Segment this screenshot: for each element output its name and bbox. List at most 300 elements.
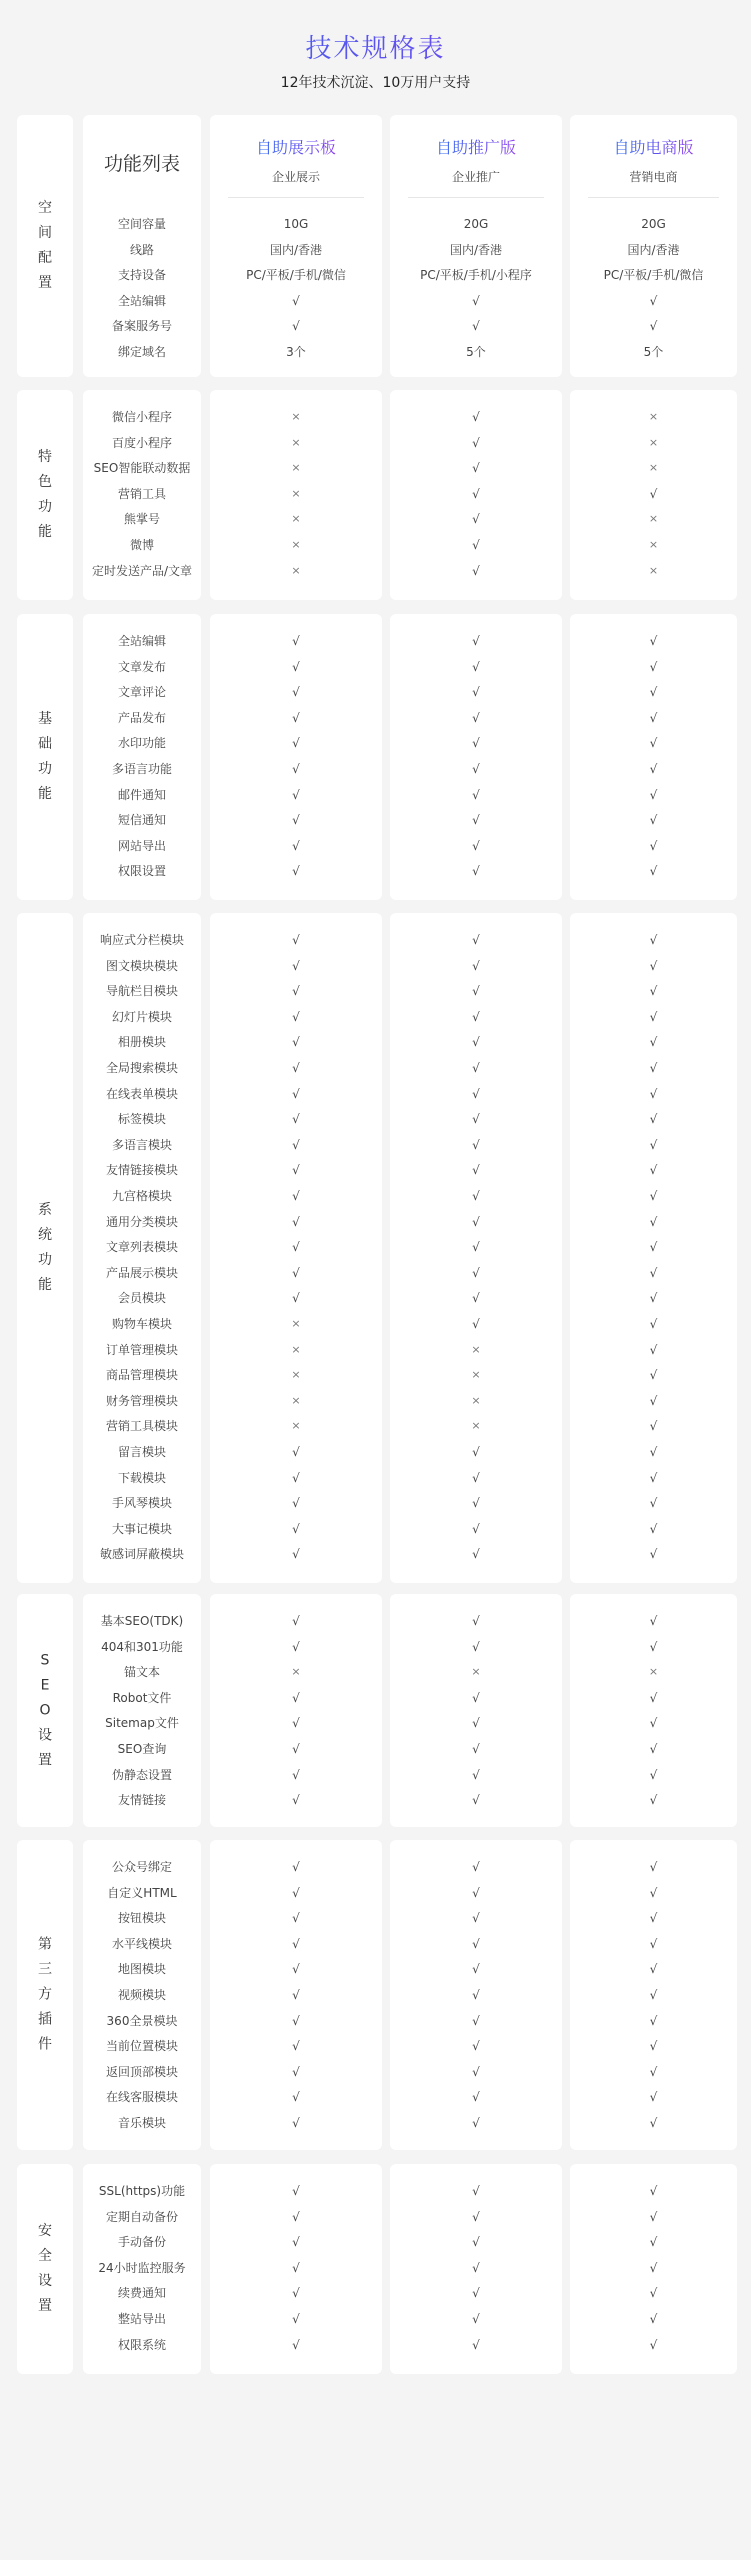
plan-column-2: [390, 2164, 562, 2374]
section-label-card: [17, 115, 73, 377]
feature-name: 定期自动备份: [105, 2209, 178, 2224]
plan-value: √: [472, 1793, 480, 1808]
plan-value: √: [649, 1137, 658, 1152]
plan-value: √: [292, 2090, 300, 2105]
plan-subtitle: 企业展示: [271, 170, 320, 184]
section-label-char: 基: [38, 711, 52, 727]
plan-value: √: [472, 2013, 480, 2028]
plan-value: √: [472, 1317, 480, 1331]
plan-value: √: [292, 2116, 300, 2130]
feature-name: 全局搜索模块: [105, 1061, 178, 1075]
plan-value: √: [292, 1086, 300, 1101]
plan-value: √: [292, 1793, 300, 1808]
feature-name: Sitemap文件: [105, 1716, 179, 1731]
feature-name: 多语言功能: [111, 762, 172, 776]
section-label-char: 能: [38, 524, 52, 540]
plan-value: √: [292, 1742, 300, 1756]
plan-value: √: [472, 1742, 480, 1756]
plan-value: √: [472, 1061, 480, 1075]
plan-column-3: [570, 115, 737, 377]
section-label-char: 能: [38, 1277, 52, 1293]
section-label-char: 间: [38, 225, 52, 241]
plan-value: √: [649, 2337, 658, 2352]
plan-value: ×: [291, 1665, 301, 1679]
plan-value: √: [649, 659, 658, 674]
plan-value: √: [472, 1639, 480, 1654]
feature-name: 微博: [129, 538, 154, 552]
plan-value: √: [292, 787, 300, 802]
plan-value: ×: [291, 538, 301, 551]
plan-value: √: [292, 1061, 300, 1075]
plan-value: √: [472, 1860, 480, 1874]
plan-column-3: [570, 390, 737, 600]
section-label-char: 置: [38, 2298, 52, 2314]
plan-value: √: [472, 813, 480, 828]
plan-value: √: [649, 1521, 658, 1536]
plan-value: √: [649, 2235, 658, 2250]
plan-column-2: [390, 115, 562, 377]
feature-name: 微信小程序: [111, 410, 172, 424]
plan-column-3: [570, 2164, 737, 2374]
plan-header: [570, 135, 737, 185]
plan-value: √: [292, 2209, 300, 2224]
feature-name: 续费通知: [117, 2286, 166, 2301]
feature-name: 图文模块模块: [105, 958, 178, 973]
plan-value: √: [292, 1936, 300, 1951]
feature-name: 财务管理模块: [105, 1393, 178, 1408]
feature-name: 会员模块: [117, 1291, 166, 1306]
plan-value: √: [472, 2039, 480, 2054]
section-label: [17, 707, 73, 807]
feature-name: 404和301功能: [101, 1639, 183, 1654]
plan-value: √: [292, 1265, 300, 1280]
section-2: [17, 614, 737, 900]
section-label-char: S: [40, 1652, 50, 1668]
feature-name: 大事记模块: [111, 1521, 172, 1536]
plan-column-2: [390, 614, 562, 900]
plan-value: √: [472, 1112, 480, 1127]
plan-value: ×: [291, 435, 301, 449]
section-label-char: 置: [38, 1752, 52, 1768]
section-label-char: 安: [38, 2223, 52, 2239]
feature-name: 网站导出: [117, 838, 166, 853]
plan-value: √: [472, 787, 480, 802]
plan-value: √: [649, 1445, 658, 1459]
plan-value: √: [472, 1690, 480, 1705]
plan-value: √: [649, 319, 658, 334]
plan-value: √: [649, 2090, 658, 2105]
feature-name: 幻灯片模块: [111, 1009, 172, 1024]
plan-value: √: [472, 1521, 480, 1536]
section-label-char: 能: [38, 786, 52, 802]
plan-divider: [588, 197, 719, 198]
plan-value: √: [472, 2209, 480, 2224]
plan-subtitle: 营销电商: [629, 170, 678, 184]
plan-value: √: [472, 659, 480, 674]
plan-value: √: [649, 1393, 658, 1408]
plan-value: √: [292, 2039, 300, 2054]
plan-value: √: [649, 736, 658, 751]
plan-value: √: [292, 1911, 300, 1926]
plan-value: √: [292, 2064, 300, 2079]
section-label-char: 件: [38, 2036, 52, 2053]
plan-value: √: [649, 762, 658, 776]
plan-column-1: [210, 1594, 382, 1827]
section-label-char: 设: [38, 2273, 52, 2289]
plan-value: √: [649, 2064, 658, 2079]
feature-column: [83, 1840, 201, 2150]
plan-column-2: [390, 1840, 562, 2150]
plan-value: √: [649, 2013, 658, 2028]
plan-value: √: [472, 1614, 480, 1628]
plan-value: √: [649, 1496, 658, 1511]
plan-value: √: [292, 1988, 300, 2002]
feature-name: 地图模块: [117, 1962, 166, 1977]
plan-value: √: [472, 958, 480, 973]
plan-value: 国内/香港: [627, 242, 680, 257]
plan-value: √: [472, 1547, 480, 1562]
plan-value: √: [472, 1291, 480, 1306]
plan-value: √: [292, 1639, 300, 1654]
section-label-char: 系: [38, 1202, 52, 1218]
plan-name: 自助推广版: [436, 135, 516, 158]
plan-value: √: [472, 933, 480, 947]
plan-value: √: [292, 685, 300, 700]
plan-column-1: [210, 1840, 382, 2150]
plan-value: √: [649, 2039, 658, 2054]
plan-value: √: [649, 838, 658, 853]
plan-value: √: [472, 762, 480, 776]
feature-name: 短信通知: [117, 813, 166, 828]
plan-subtitle: 企业推广: [451, 170, 500, 184]
plan-value: √: [292, 1009, 300, 1024]
plan-value: √: [472, 1086, 480, 1101]
section-label-card: [17, 1840, 73, 2150]
plan-value: √: [472, 864, 480, 879]
plan-value: ×: [291, 461, 301, 475]
feature-name: 购物车模块: [111, 1317, 172, 1331]
feature-name: 敏感词屏蔽模块: [99, 1547, 184, 1562]
plan-value: √: [649, 958, 658, 973]
plan-value: 20G: [463, 217, 489, 231]
plan-value: √: [472, 634, 480, 648]
feature-name: 邮件通知: [117, 787, 166, 802]
plan-value: √: [472, 1470, 480, 1485]
plan-value: √: [292, 1860, 300, 1874]
plan-value: √: [649, 1317, 658, 1331]
plan-value: √: [472, 319, 480, 334]
plan-value: √: [472, 1265, 480, 1280]
feature-column: [83, 390, 201, 600]
plan-value: √: [472, 410, 480, 424]
section-label-char: 统: [38, 1227, 52, 1243]
plan-value: √: [472, 2312, 480, 2326]
plan-value: √: [649, 1988, 658, 2002]
feature-name: 备案服务号: [111, 319, 172, 334]
plan-value: √: [472, 512, 480, 527]
section-label: [17, 445, 73, 545]
plan-value: √: [649, 1061, 658, 1075]
plan-value: ×: [291, 1342, 301, 1356]
plan-value: √: [649, 1214, 658, 1229]
plan-value: √: [649, 2312, 658, 2326]
section-label-char: 空: [38, 200, 52, 216]
plan-value: √: [649, 1009, 658, 1024]
plan-value: √: [472, 838, 480, 853]
plan-value: √: [649, 1639, 658, 1654]
section-3: [17, 913, 737, 1583]
plan-header: [210, 135, 382, 185]
plan-value: √: [472, 2116, 480, 2130]
section-label-char: 插: [38, 2011, 52, 2028]
feature-name: 响应式分栏模块: [99, 933, 184, 947]
feature-name: SEO查询: [117, 1742, 167, 1756]
plan-value: √: [292, 659, 300, 674]
plan-value: ×: [291, 1317, 301, 1330]
plan-value: ×: [648, 1665, 659, 1679]
section-label-card: [17, 2164, 73, 2374]
feature-name: 手风琴模块: [111, 1496, 172, 1511]
feature-name: 定时发送产品/文章: [91, 563, 193, 578]
plan-value: √: [649, 1742, 658, 1756]
feature-name: 视频模块: [117, 1988, 166, 2002]
plan-value: √: [649, 813, 658, 828]
plan-value: √: [649, 1885, 658, 1900]
plan-value: √: [292, 1291, 300, 1306]
feature-name: 通用分类模块: [105, 1214, 178, 1229]
plan-value: 国内/香港: [269, 242, 323, 257]
plan-value: √: [472, 736, 480, 751]
section-label-card: [17, 1594, 73, 1827]
plan-value: √: [292, 2013, 300, 2028]
section-label-char: 配: [38, 250, 52, 266]
plan-value: 10G: [283, 217, 309, 231]
feature-name: 伪静态设置: [111, 1767, 172, 1782]
plan-value: √: [472, 1163, 480, 1178]
section-label-char: 第: [38, 1936, 52, 1953]
plan-value: √: [292, 2184, 300, 2198]
plan-value: √: [292, 933, 300, 947]
plan-value: √: [649, 486, 658, 501]
plan-value: √: [649, 933, 658, 947]
feature-name: 空间容量: [117, 217, 166, 231]
plan-value: ×: [648, 538, 659, 551]
plan-value: √: [472, 2286, 480, 2301]
plan-value: √: [472, 1240, 480, 1255]
plan-value: √: [292, 1547, 300, 1562]
plan-value: √: [649, 2116, 658, 2130]
plan-column-3: [570, 913, 737, 1583]
plan-column-2: [390, 913, 562, 1583]
plan-value: √: [649, 1419, 658, 1434]
section-label-card: [17, 614, 73, 900]
feature-name: 权限系统: [117, 2337, 166, 2352]
plan-value: ×: [471, 1342, 481, 1356]
plan-value: ×: [471, 1665, 481, 1679]
feature-name: 权限设置: [117, 864, 166, 879]
plan-value: √: [292, 2286, 300, 2301]
plan-column-3: [570, 1840, 737, 2150]
feature-column: [83, 1594, 201, 1827]
plan-value: 国内/香港: [449, 242, 503, 257]
feature-name: 锚文本: [123, 1665, 160, 1680]
plan-value: √: [649, 1240, 658, 1255]
section-label: [17, 196, 73, 296]
plan-value: √: [649, 1265, 658, 1280]
section-label-char: 方: [38, 1986, 52, 2003]
section-label-char: 色: [38, 474, 52, 490]
plan-value: √: [649, 1936, 658, 1951]
feature-column: [83, 614, 201, 900]
plan-value: ×: [291, 563, 301, 577]
feature-name: 友情链接模块: [105, 1163, 178, 1178]
plan-value: √: [472, 486, 480, 501]
plan-value: √: [292, 2337, 300, 2352]
section-label-char: 功: [38, 1252, 52, 1268]
feature-name: 营销工具: [117, 486, 166, 501]
feature-name: 产品展示模块: [105, 1265, 178, 1280]
plan-value: √: [292, 1521, 300, 1536]
plan-value: √: [472, 2235, 480, 2250]
plan-divider: [228, 197, 364, 198]
plan-value: √: [649, 1342, 658, 1357]
plan-value: √: [292, 2260, 300, 2275]
feature-name: 水印功能: [117, 736, 166, 751]
plan-value: √: [649, 1767, 658, 1782]
plan-value: ×: [648, 563, 659, 577]
plan-value: √: [472, 1885, 480, 1900]
plan-value: √: [472, 685, 480, 700]
plan-value: √: [472, 1911, 480, 1926]
plan-value: √: [472, 1936, 480, 1951]
plan-value: √: [649, 1470, 658, 1485]
plan-header: [390, 135, 562, 185]
plan-value: √: [292, 736, 300, 751]
plan-value: √: [472, 1988, 480, 2002]
plan-value: √: [472, 1214, 480, 1229]
plan-value: √: [649, 864, 658, 879]
plan-value: √: [649, 1962, 658, 1977]
plan-value: √: [292, 1035, 300, 1050]
section-4: [17, 1594, 737, 1827]
section-label-char: 设: [38, 1727, 52, 1743]
plan-value: √: [472, 2260, 480, 2275]
plan-value: 20G: [641, 217, 666, 231]
plan-value: √: [649, 1614, 658, 1628]
plan-value: √: [292, 634, 300, 648]
feature-name: 整站导出: [117, 2312, 166, 2326]
plan-value: PC/平板/手机/微信: [246, 268, 346, 283]
plan-value: PC/平板/手机/小程序: [420, 268, 532, 283]
section-label-char: 特: [38, 449, 52, 465]
plan-value: √: [472, 293, 480, 308]
feature-name: 全站编辑: [117, 634, 166, 648]
plan-value: √: [649, 1368, 658, 1383]
feature-name: Robot文件: [112, 1690, 172, 1705]
plan-value: √: [292, 1112, 300, 1127]
plan-column-2: [390, 1594, 562, 1827]
plan-value: √: [292, 1767, 300, 1782]
section-label-card: [17, 913, 73, 1583]
plan-value: √: [292, 1163, 300, 1178]
plan-value: √: [649, 1860, 658, 1874]
feature-name: 营销工具模块: [105, 1419, 178, 1434]
plan-value: √: [292, 838, 300, 853]
plan-value: √: [649, 1035, 658, 1050]
plan-value: √: [472, 1009, 480, 1024]
feature-name: 在线客服模块: [105, 2090, 178, 2105]
plan-value: √: [649, 2286, 658, 2301]
plan-value: √: [472, 984, 480, 999]
plan-value: √: [292, 1470, 300, 1485]
plan-value: √: [649, 787, 658, 802]
plan-value: √: [472, 461, 480, 476]
section-label-char: 功: [38, 499, 52, 515]
feature-name: 当前位置模块: [105, 2039, 178, 2054]
feature-name: 友情链接: [117, 1793, 166, 1808]
plan-value: √: [472, 1137, 480, 1152]
section-label-char: 功: [38, 761, 52, 777]
feature-name: 音乐模块: [117, 2116, 166, 2130]
feature-name: 在线表单模块: [105, 1086, 178, 1101]
plan-value: √: [472, 1716, 480, 1731]
plan-value: 5个: [643, 345, 664, 359]
plan-value: √: [292, 319, 300, 334]
plan-value: ×: [648, 512, 659, 526]
plan-value: ×: [471, 1368, 481, 1382]
plan-value: √: [292, 813, 300, 828]
plan-value: √: [472, 710, 480, 725]
plan-value: √: [649, 1189, 658, 1203]
section-label: [17, 1933, 73, 2058]
plan-name: 自助电商版: [613, 135, 693, 158]
plan-value: √: [292, 984, 300, 999]
feature-name: 订单管理模块: [105, 1342, 178, 1357]
plan-value: √: [292, 293, 300, 308]
plan-value: √: [649, 710, 658, 725]
feature-name: 360全景模块: [106, 2013, 178, 2028]
page-subtitle: 12年技术沉淀、10万用户支持: [280, 75, 471, 91]
feature-name: 自定义HTML: [107, 1885, 177, 1900]
feature-name: 返回顶部模块: [105, 2064, 178, 2079]
feature-column-title: 功能列表: [103, 153, 180, 175]
plan-value: √: [472, 563, 480, 578]
plan-value: √: [292, 1885, 300, 1900]
plan-divider: [408, 197, 544, 198]
feature-name: 线路: [129, 242, 154, 257]
feature-name: 下载模块: [117, 1470, 166, 1485]
feature-name: 水平线模块: [111, 1936, 172, 1951]
plan-value: √: [649, 685, 658, 700]
plan-column-2: [390, 390, 562, 600]
plan-value: √: [649, 1716, 658, 1731]
plan-value: ×: [648, 410, 659, 423]
feature-name: 留言模块: [117, 1445, 166, 1459]
plan-value: √: [472, 2090, 480, 2105]
plan-value: √: [649, 1163, 658, 1178]
section-label-char: 础: [38, 736, 52, 752]
feature-name: 按钮模块: [117, 1911, 166, 1926]
section-label-char: 全: [38, 2248, 52, 2264]
feature-name: 商品管理模块: [105, 1368, 178, 1383]
plan-value: √: [649, 2209, 658, 2224]
plan-value: ×: [648, 461, 659, 475]
plan-value: √: [292, 1240, 300, 1255]
section-label-char: E: [40, 1677, 50, 1693]
plan-value: √: [472, 2184, 480, 2198]
plan-value: √: [292, 2235, 300, 2250]
plan-value: √: [649, 1911, 658, 1926]
